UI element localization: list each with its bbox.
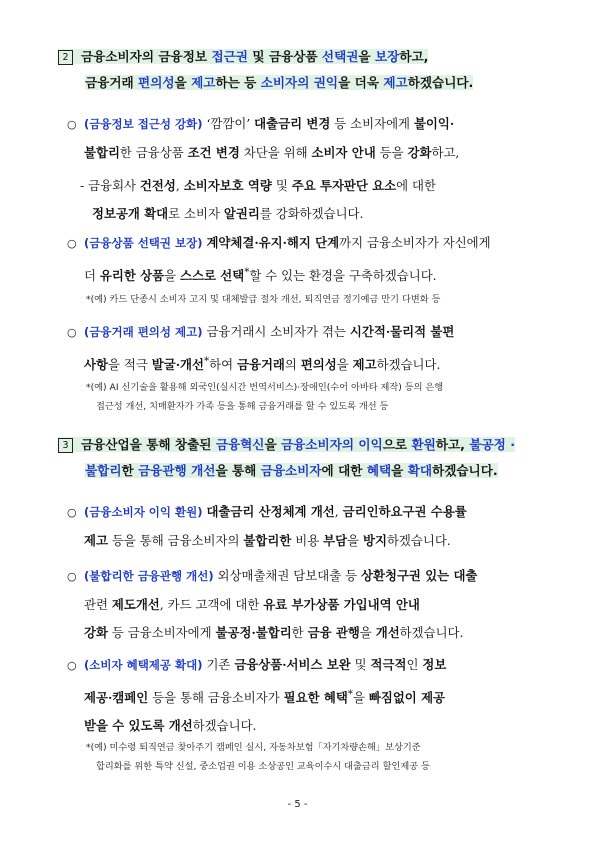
paragraph-label: (소비자 혜택제공 확대) [84,658,203,672]
paragraph-info-access: ○ (금융정보 접근성 강화) ‘깜깜이’ 대출금리 변경 등 소비자에게 불이익· 불합리한 금융상품 조건 변경 차단을 위해 소비자 안내 등을 강화하고, [84,110,542,167]
paragraph-unfair-practice: ○ (불합리한 금융관행 개선) 외상매출채권 담보대출 등 상환청구권 있는 대출 관련 제도개선, 카드 고객에 대한 유료 부가상품 가입내역 안내 강화 등 금융소비자에게 불공정·불합리한 금융 관행을 개선하겠습니다. [84,562,542,647]
section-3-line-2: 불합리한 금융관행 개선을 통해 금융소비자에 대한 혜택을 확대하겠습니다. [85,463,498,478]
circle-bullet: ○ [67,237,77,250]
page-number: - 5 - [287,799,308,810]
dash-bullet: - [80,178,85,193]
circle-bullet: ○ [67,118,77,131]
section-number-box: 3 [58,438,73,453]
section-3-heading [58,432,542,484]
footnote-benefit-examples: *(예) 미수령 퇴직연금 찾아주기 캠페인 실시, 자동차보험「자기차량손해」보상기준 합리화를 위한 특약 신설, 중소업권 이용 소상공인 교육이수시 대출금리 할인제공 등 [86,742,430,772]
footnote-convenience-examples: *(예) AI 신기술을 활용해 외국인(실시간 번역서비스)·장애인(수어 아바타 제작) 등의 은행 접근성 개선, 치매환자가 가족 등을 통해 금융거래를 할 수 있도록 개선 등 [86,382,444,412]
paragraph-benefit-provision: ○ (소비자 혜택제공 확대) 기존 금융상품·서비스 보완 및 적극적인 정보 제공·캠페인 등을 통해 금융소비자가 필요한 혜택*을 빠짐없이 제공 받을 수 있도록 개선하겠습니다. [84,651,542,740]
paragraph-label: (불합리한 금융관행 개선) [84,569,214,583]
paragraph-product-choice: ○ (금융상품 선택권 보장) 계약체결·유지·해지 단계까지 금융소비자가 자신에게 더 유리한 상품을 스스로 선택*할 수 있는 환경을 구축하겠습니다. [84,229,542,290]
circle-bullet: ○ [67,326,77,339]
section-2-heading [58,44,542,96]
circle-bullet: ○ [67,570,77,583]
section-2-line-2: 금융거래 편의성을 제고하는 등 소비자의 권익을 더욱 제고하겠습니다. [85,75,474,90]
section-number-box: 2 [58,50,73,65]
paragraph-label: (금융상품 선택권 보장) [84,236,203,250]
footnote-choice-examples: *(예) 카드 단종시 소비자 고지 및 대체발급 절차 개선, 퇴직연금 정기예금 만기 다변화 등 [86,294,441,305]
paragraph-label: (금융소비자 이익 환원) [84,505,203,519]
paragraph-label: (금융거래 편의성 제고) [84,325,203,339]
circle-bullet: ○ [67,506,77,519]
paragraph-transaction-convenience: ○ (금융거래 편의성 제고) 금융거래시 소비자가 겪는 시간적·물리적 불편 사항을 적극 발굴·개선*하여 금융거래의 편의성을 제고하겠습니다. [84,318,542,379]
circle-bullet: ○ [67,659,77,672]
section-2-line-1: 2 금융소비자의 금융정보 접근권 및 금융상품 선택권을 보장하고, [58,49,428,64]
paragraph-label: (금융정보 접근성 강화) [84,117,203,131]
paragraph-benefit-return: ○ (금융소비자 이익 환원) 대출금리 산정체계 개선, 금리인하요구권 수용률 제고 등을 통해 금융소비자의 불합리한 비용 부담을 방지하겠습니다. [84,498,542,555]
sub-item-disclosure: - 금융회사 건전성, 소비자보호 역량 및 주요 투자판단 요소에 대한 정보공개 확대로 소비자 알권리를 강화하겠습니다. [80,178,436,221]
section-3-line-1: 3 금융산업을 통해 창출된 금융혁신을 금융소비자의 이익으로 환원하고, 불공정 · [58,437,515,452]
